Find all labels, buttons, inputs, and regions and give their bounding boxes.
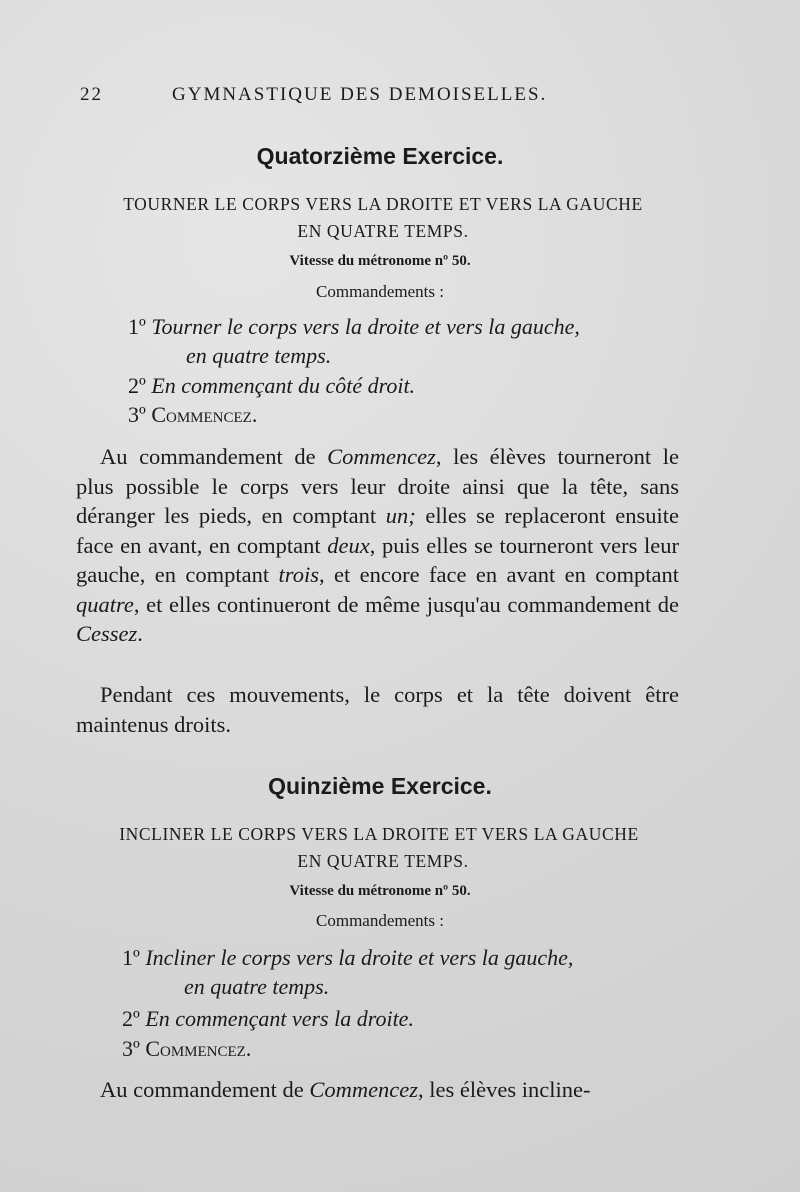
exercise-15-command-1 <box>122 943 573 972</box>
page-number: 22 <box>80 84 103 105</box>
exercise-15-command-2 <box>122 1004 414 1033</box>
exercise-15-paragraph-1: Au commandement de Commencez, les élèves incline- <box>100 1077 591 1102</box>
exercise-14-subtitle-line2: EN QUATRE TEMPS. <box>297 221 469 241</box>
command-text: en quatre temps. <box>184 974 330 999</box>
command-number: 1º <box>128 314 146 339</box>
exercise-15-speed: Vitesse du métronome nº 50. <box>289 883 471 899</box>
command-number: 3º <box>122 1036 140 1061</box>
command-number: 2º <box>122 1006 140 1031</box>
exercise-14-command-3 <box>128 400 257 429</box>
command-text: Incliner le corps vers la droite et vers la gauche, <box>145 945 574 970</box>
exercise-14-subtitle-line1: TOURNER LE CORPS VERS LA DROITE ET VERS LA GAUCHE <box>123 194 643 214</box>
exercise-14-speed: Vitesse du métronome nº 50. <box>289 253 471 269</box>
command-text: En commençant vers la droite. <box>145 1006 414 1031</box>
exercise-15-commands-label: Commandements : <box>316 911 444 930</box>
exercise-15-subtitle-line2: EN QUATRE TEMPS. <box>297 851 469 871</box>
exercise-14-paragraph-1: Au commandement de Commencez, les élèves tourneront le plus possible le corps vers leur droite ainsi que la tête, sans déranger les pieds, en comptant un; elles se replaceront ensuite face en avant, en comptant deux, puis elles se tourneront vers leur gauche, en comptant trois, et encore face en avant en comptant quatre, et elles continueront de même jusqu'au commandement de Cessez. <box>76 444 679 646</box>
running-title: GYMNASTIQUE DES DEMOISELLES. <box>172 84 548 105</box>
exercise-15-subtitle-line1: INCLINER LE CORPS VERS LA DROITE ET VERS LA GAUCHE <box>119 824 639 844</box>
exercise-15-title: Quinzième Exercice. <box>268 773 492 799</box>
exercise-14-command-1-cont <box>186 341 331 370</box>
command-number: 3º <box>128 402 146 427</box>
command-text: Tourner le corps vers la droite et vers la gauche, <box>151 314 580 339</box>
exercise-14-commands-label: Commandements : <box>316 282 444 301</box>
command-text: En commençant du côté droit. <box>151 373 416 398</box>
exercise-14-command-1 <box>128 312 580 341</box>
command-number: 2º <box>128 373 146 398</box>
exercise-14-title: Quatorzième Exercice. <box>256 143 504 169</box>
command-number: 1º <box>122 945 140 970</box>
command-text: en quatre temps. <box>186 343 332 368</box>
command-text: Commencez. <box>151 402 258 427</box>
exercise-15-command-3 <box>122 1034 251 1063</box>
command-text: Commencez. <box>145 1036 252 1061</box>
exercise-15-command-1-cont <box>184 972 329 1001</box>
exercise-14-paragraph-2: Pendant ces mouvements, le corps et la tête doivent être maintenus droits. <box>76 682 679 737</box>
exercise-14-command-2 <box>128 371 415 400</box>
